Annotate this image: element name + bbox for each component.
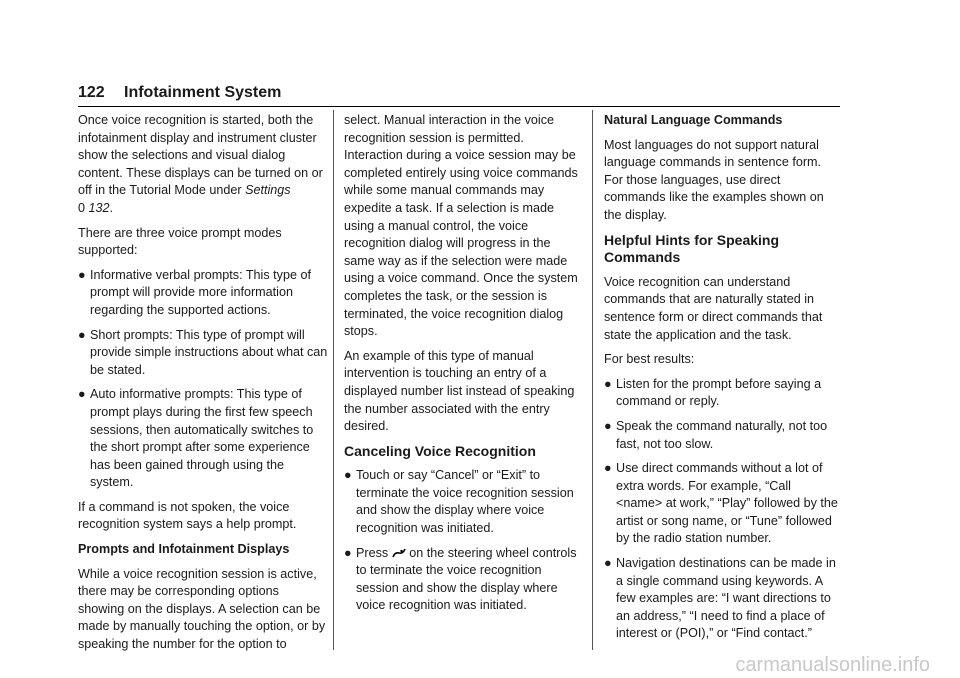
bullet-icon: ●: [604, 461, 612, 476]
list-item: ● Listen for the prompt before saying a command or reply.: [604, 376, 822, 409]
page-ref-arrow: 0: [78, 200, 86, 215]
column-divider-2: [592, 110, 593, 650]
inline-heading: Natural Language Commands: [604, 113, 783, 127]
bullet-icon: ●: [78, 327, 86, 342]
bullet-icon: ●: [604, 376, 612, 391]
column-divider-1: [333, 110, 334, 650]
hints-list: [604, 376, 840, 643]
subheading: Canceling Voice Recognition: [344, 442, 536, 459]
page-number: 122: [78, 84, 105, 101]
cancel-list: [344, 467, 580, 615]
paragraph: For best results:: [604, 352, 695, 367]
paragraph: Once voice recognition is started, both the infotainment display and instrument cluster show the selections and visual dialog content. These displays can be turned on or off in the Tutorial Mode under Settings 0 132.: [78, 113, 323, 215]
column-1: [78, 112, 328, 661]
bullet-icon: ●: [78, 387, 86, 402]
paragraph: An example of this type of manual intervention is touching an entry of a displayed number list instead of speaking the number associated with the entry desired.: [344, 348, 575, 434]
watermark[interactable]: carmanualsonline.info: [735, 654, 930, 676]
paragraph: There are three voice prompt modes supported:: [78, 225, 282, 258]
subheading: Helpful Hints for Speaking Commands: [604, 231, 780, 266]
section-title: Infotainment System: [124, 84, 282, 101]
bullet-icon: ●: [604, 556, 612, 571]
paragraph: Voice recognition can understand commands that are naturally stated in sentence form or direct commands that state the application and the task.: [604, 274, 823, 342]
list-item: ● Use direct commands without a lot of extra words. For example, “Call <name> at work,” “Play” followed by the artist or song name, or “Tune” followed by the radio station number.: [604, 461, 838, 546]
list-item: ● Navigation destinations can be made in a single command using keywords. A few examples are: “I want directions to an address,” “I need to find a place of interest or (POI),” or “Find contact.”: [604, 556, 836, 641]
paragraph: While a voice recognition session is active, there may be corresponding options showing on the displays. A selection can be made by manually touching the option, or by speaking the number for the option to: [78, 566, 326, 652]
footer: [0, 654, 960, 678]
inline-heading: Prompts and Infotainment Displays: [78, 542, 290, 557]
column-2: [344, 112, 580, 622]
prompt-modes-list: [78, 267, 328, 492]
settings-link-text[interactable]: Settings: [245, 183, 291, 198]
page-reference[interactable]: 132: [88, 200, 110, 215]
column-3: [604, 112, 840, 650]
voice-recognition-icon: [392, 548, 406, 558]
bullet-icon: ●: [344, 468, 352, 483]
list-item: ● Press on the steering wheel controls to terminate the voice recognition session and show the display where voice recognition was initiated.: [344, 545, 577, 613]
paragraph: If a command is not spoken, the voice recognition system says a help prompt.: [78, 499, 297, 532]
list-item: ● Informative verbal prompts: This type of prompt will provide more information regarding the supported actions.: [78, 267, 311, 317]
page-header: [78, 84, 840, 107]
list-item: ● Speak the command naturally, not too fast, not too slow.: [604, 418, 828, 451]
list-item: ● Touch or say “Cancel” or “Exit” to terminate the voice recognition session and show the display where voice recognition was initiated.: [344, 468, 574, 536]
list-item: ● Auto informative prompts: This type of prompt plays during the first few speech sessions, then automatically switches to the short prompt after some experience has been gained through using the system.: [78, 387, 314, 490]
bullet-icon: ●: [78, 267, 86, 282]
paragraph: select. Manual interaction in the voice recognition session is permitted. Interaction during a voice session may be completed entirely using voice commands while some manual commands may expedite a task. If a selection is made using a manual control, the voice recognition dialog will progress in the same way as if the selection were made using a voice command. Once the system completes the task, or the session is terminated, the voice recognition dialog stops.: [344, 113, 578, 339]
list-item: ● Short prompts: This type of prompt will provide simple instructions about what can be stated.: [78, 327, 328, 377]
bullet-icon: ●: [604, 418, 612, 433]
bullet-icon: ●: [344, 545, 352, 560]
paragraph: Most languages do not support natural language commands in sentence form. For those languages, use direct commands like the examples shown on the display.: [604, 137, 824, 222]
